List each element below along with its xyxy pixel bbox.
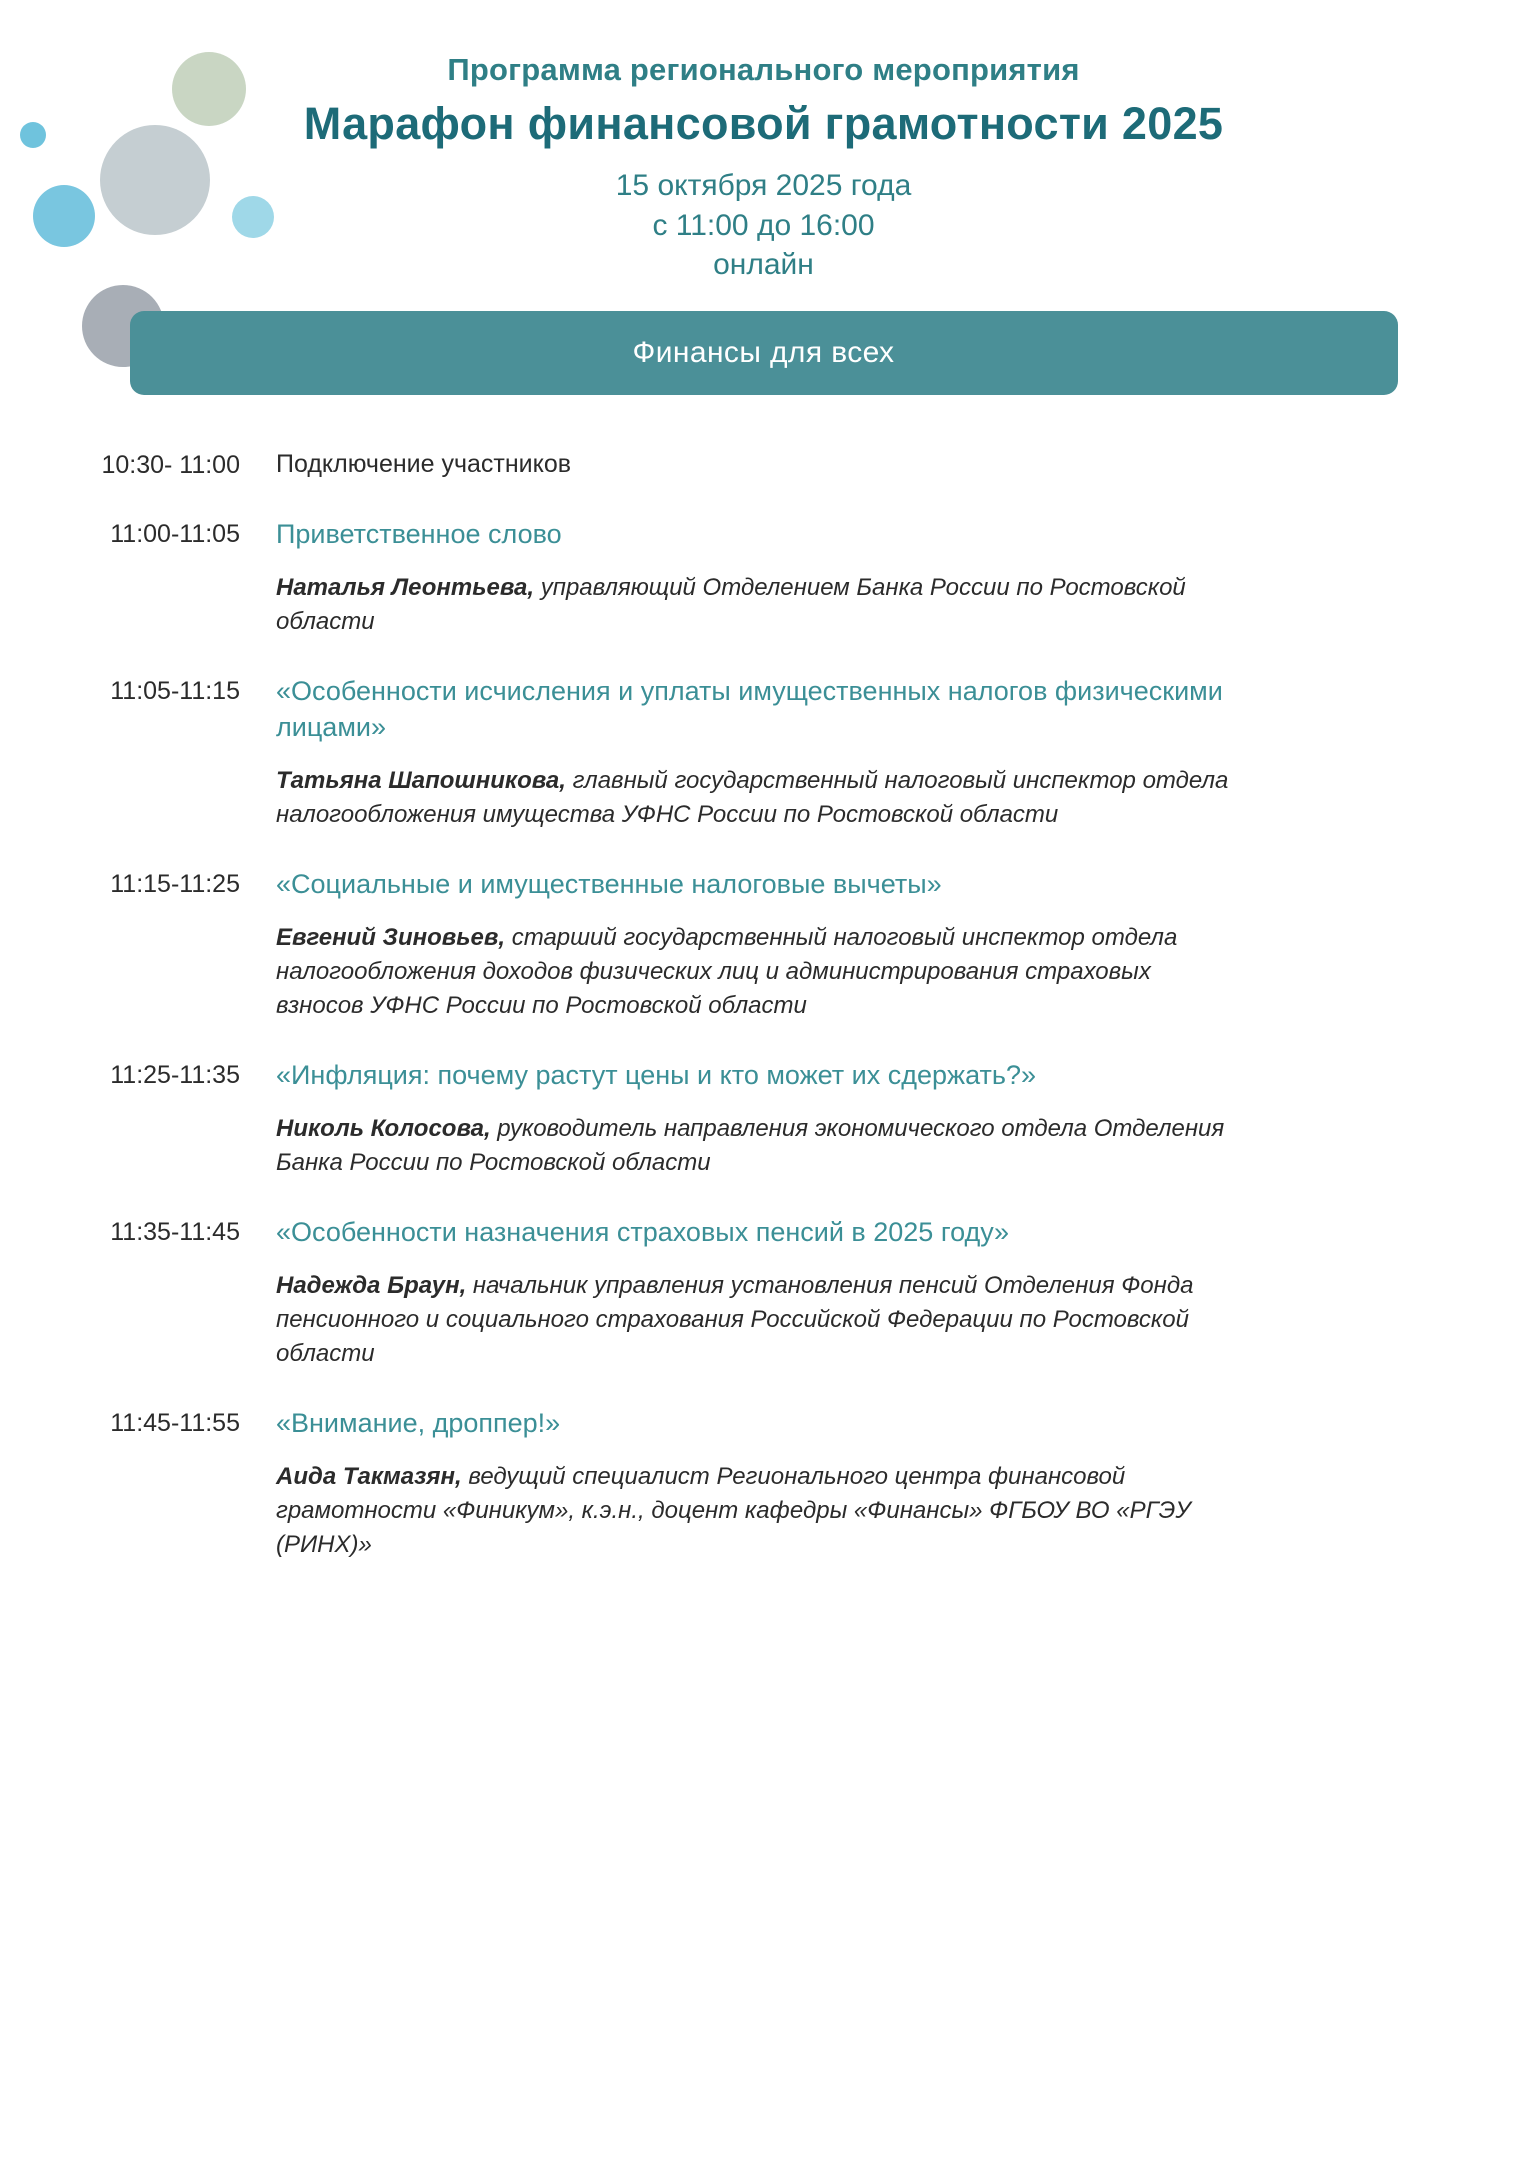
- schedule-body: [276, 1057, 1236, 1180]
- speaker-role: начальник управления установления пенсий Отделения Фонда пенсионного и социального страхования Российской Федерации по Ростовской области: [276, 1271, 1194, 1367]
- speaker-name: Аида Такмазян,: [276, 1462, 462, 1490]
- schedule-topic: «Инфляция: почему растут цены и кто может их сдержать?»: [276, 1060, 1036, 1091]
- section-band: [130, 311, 1398, 395]
- schedule-body: [276, 1405, 1236, 1562]
- document-header: [0, 0, 1527, 285]
- schedule-time: 11:45-11:55: [110, 1409, 240, 1438]
- schedule-speaker: [276, 571, 1236, 639]
- schedule-topic: «Социальные и имущественные налоговые вычеты»: [276, 869, 942, 900]
- schedule-topic: Приветственное слово: [276, 518, 562, 549]
- event-kicker: Программа регионального мероприятия: [447, 52, 1080, 87]
- schedule-body: [276, 1214, 1236, 1371]
- speaker-role: руководитель направления экономического отдела Отделения Банка России по Ростовской области: [276, 1114, 1225, 1176]
- schedule-time: 11:35-11:45: [110, 1218, 240, 1247]
- page-title: Марафон финансовой грамотности 2025: [303, 98, 1224, 149]
- event-format: онлайн: [713, 248, 814, 282]
- schedule-speaker: [276, 1460, 1236, 1562]
- schedule-body: [276, 673, 1236, 833]
- schedule-row: [0, 1214, 1457, 1371]
- schedule-body: [276, 866, 1236, 1023]
- schedule-row: [0, 1405, 1457, 1562]
- schedule-row: [0, 673, 1457, 833]
- schedule-row: [0, 447, 1457, 482]
- event-dateline: [0, 166, 1527, 285]
- speaker-role: ведущий специалист Регионального центра финансовой грамотности «Финикум», к.э.н., доцент кафедры «Финансы» ФГБОУ ВО «РГЭУ (РИНХ)»: [276, 1462, 1191, 1558]
- schedule-topic: Подключение участников: [276, 449, 572, 478]
- schedule-topic: «Внимание, дроппер!»: [276, 1408, 561, 1439]
- schedule-row: [0, 1057, 1457, 1180]
- schedule-body: [276, 516, 1236, 639]
- schedule-time: 11:25-11:35: [110, 1061, 240, 1090]
- schedule-speaker: [276, 921, 1236, 1023]
- schedule-speaker: [276, 1269, 1236, 1371]
- schedule-time: 11:00-11:05: [110, 519, 240, 548]
- schedule-time: 11:05-11:15: [110, 676, 240, 705]
- speaker-role: управляющий Отделением Банка России по Ростовской области: [276, 573, 1186, 635]
- speaker-role: старший государственный налоговый инспектор отдела налогообложения доходов физических лиц и администрирования страховых взносов УФНС России по Ростовской области: [276, 923, 1178, 1020]
- schedule-speaker: [276, 764, 1236, 832]
- speaker-name: Татьяна Шапошникова,: [276, 767, 566, 795]
- event-date: 15 октября 2025 года: [615, 169, 912, 202]
- event-time: с 11:00 до 16:00: [652, 208, 875, 242]
- schedule-row: [0, 866, 1457, 1023]
- schedule-row: [0, 516, 1457, 639]
- schedule-body: [276, 447, 1236, 481]
- schedule-time: 10:30- 11:00: [101, 450, 240, 479]
- speaker-name: Наталья Леонтьева,: [276, 573, 535, 601]
- schedule-time: 11:15-11:25: [110, 870, 240, 899]
- schedule-speaker: [276, 1112, 1236, 1180]
- schedule-topic: «Особенности исчисления и уплаты имущественных налогов физическими лицами»: [276, 675, 1223, 743]
- schedule-topic: «Особенности назначения страховых пенсий в 2025 году»: [276, 1217, 1010, 1248]
- section-band-label: Финансы для всех: [632, 335, 895, 369]
- speaker-name: Евгений Зиновьев,: [276, 923, 506, 951]
- speaker-role: главный государственный налоговый инспектор отдела налогообложения имущества УФНС России по Ростовской области: [276, 767, 1229, 829]
- speaker-name: Николь Колосова,: [276, 1114, 491, 1142]
- speaker-name: Надежда Браун,: [276, 1271, 467, 1299]
- schedule-list: [0, 447, 1527, 1562]
